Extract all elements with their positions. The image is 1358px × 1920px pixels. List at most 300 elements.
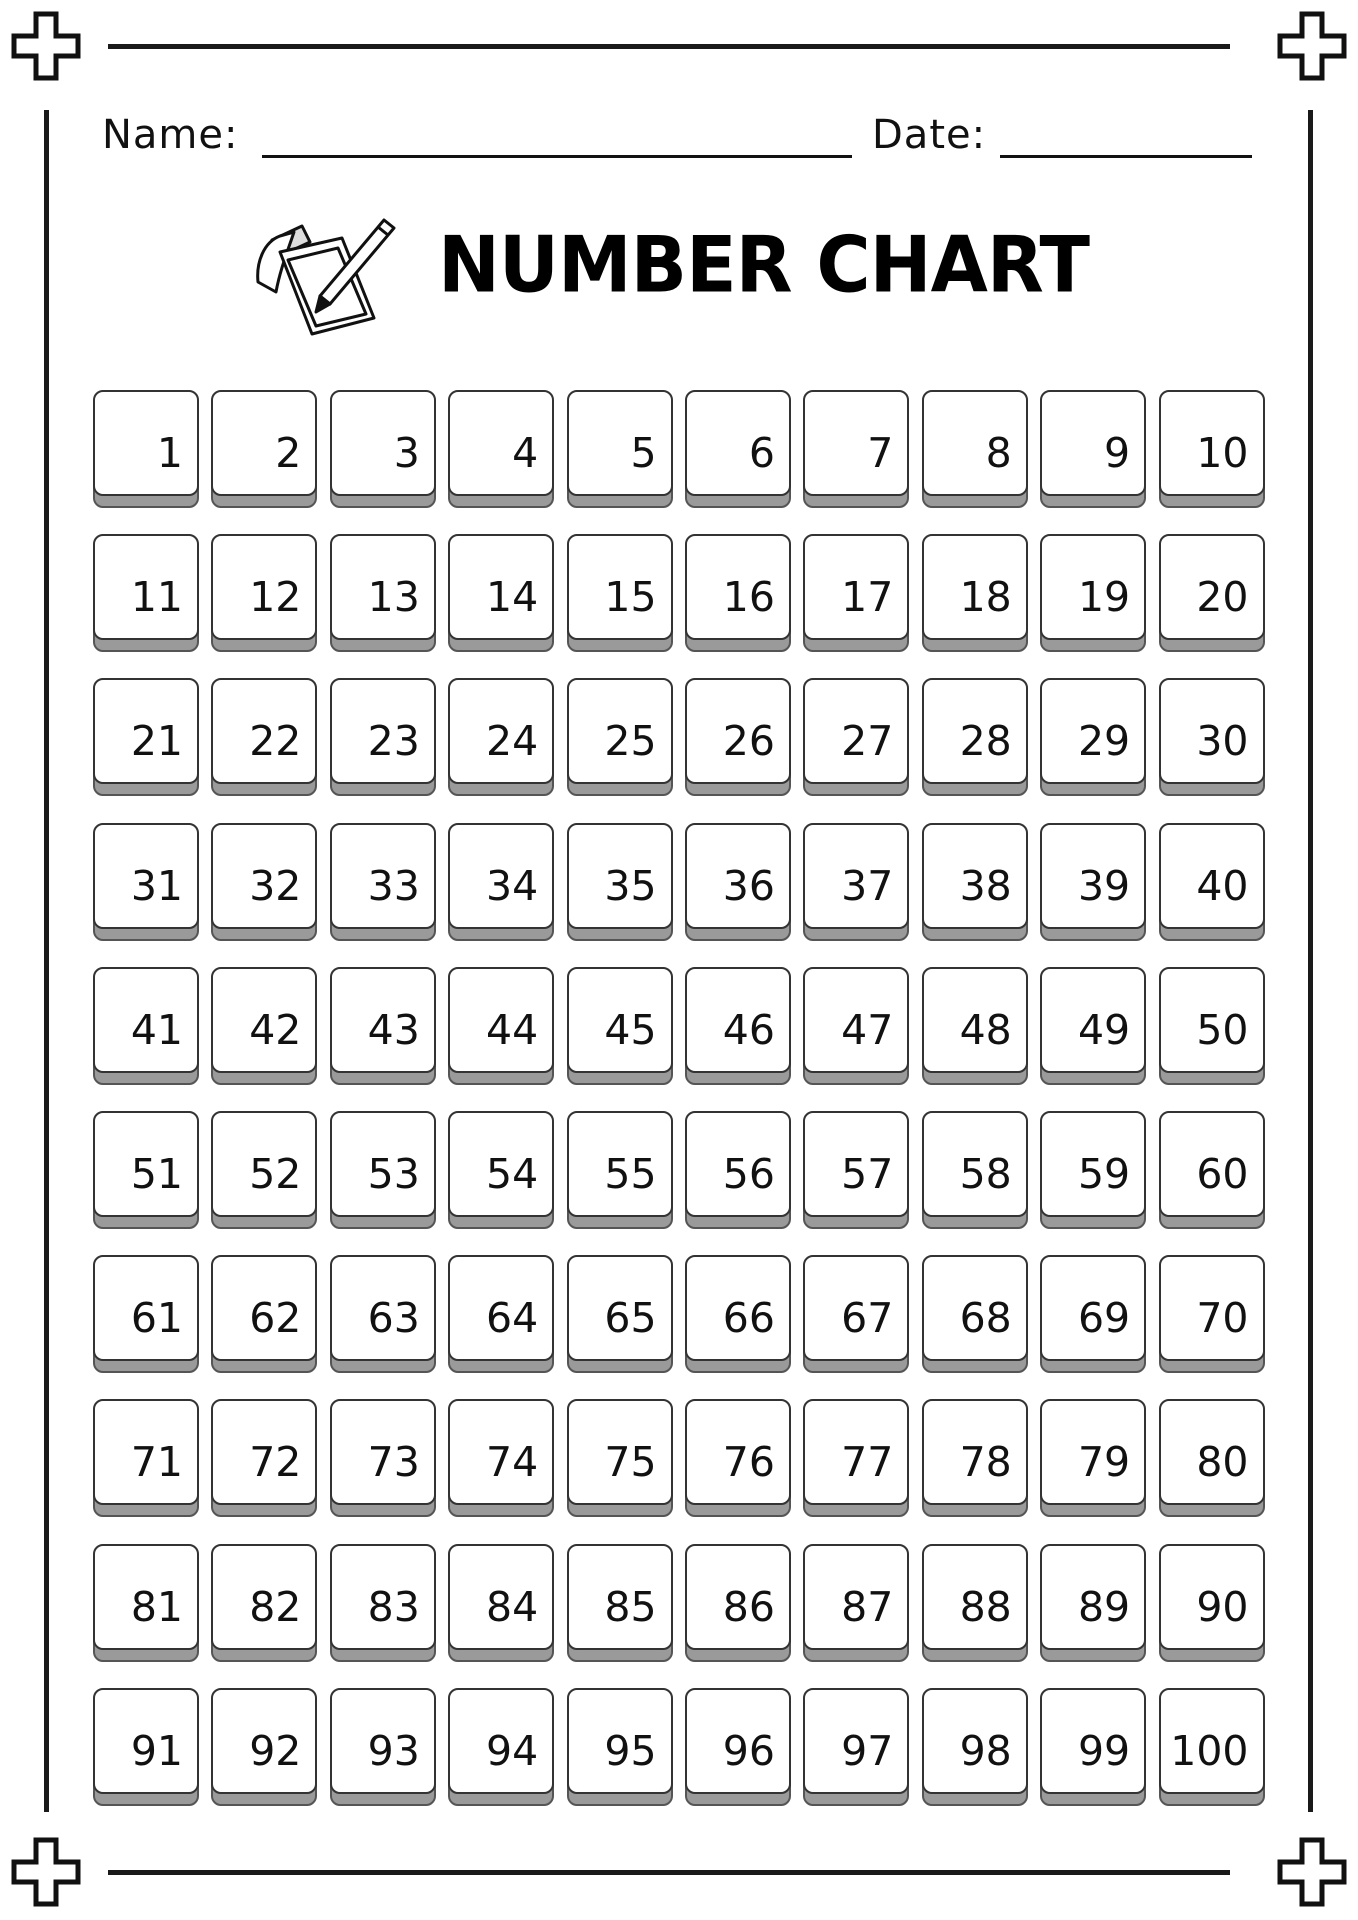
number-tile — [567, 390, 673, 508]
number-tile — [1159, 1399, 1265, 1517]
tile-face — [922, 1688, 1028, 1794]
tile-number: 71 — [130, 1438, 183, 1487]
tile-number: 82 — [249, 1582, 302, 1631]
number-tile — [93, 1688, 199, 1806]
number-tile — [1040, 1399, 1146, 1517]
tile-number: 80 — [1196, 1438, 1249, 1487]
tile-face — [567, 390, 673, 496]
tile-number: 35 — [604, 861, 657, 910]
number-tile — [567, 1399, 673, 1517]
number-tile — [1159, 534, 1265, 652]
tile-number: 11 — [130, 573, 183, 622]
tile-number: 91 — [130, 1726, 183, 1775]
tile-face — [922, 823, 1028, 929]
number-tile — [448, 1688, 554, 1806]
tile-face — [1159, 1688, 1265, 1794]
number-tile — [567, 1688, 673, 1806]
number-tile — [567, 1111, 673, 1229]
tile-face — [1159, 678, 1265, 784]
tile-face — [1159, 1255, 1265, 1361]
tile-face — [93, 1544, 199, 1650]
number-tile — [567, 534, 673, 652]
tile-number: 97 — [841, 1726, 894, 1775]
tile-face — [803, 534, 909, 640]
number-tile — [211, 390, 317, 508]
number-tile — [448, 823, 554, 941]
number-tile — [567, 967, 673, 1085]
tile-face — [1159, 1399, 1265, 1505]
tile-number: 86 — [722, 1582, 775, 1631]
tile-face — [448, 678, 554, 784]
number-tile — [803, 390, 909, 508]
tile-face — [211, 1111, 317, 1217]
number-tile — [1040, 1111, 1146, 1229]
tile-face — [1159, 823, 1265, 929]
number-grid — [93, 390, 1265, 1806]
tile-face — [803, 390, 909, 496]
tile-face — [922, 1544, 1028, 1650]
tile-number: 65 — [604, 1294, 657, 1343]
tile-number: 41 — [130, 1005, 183, 1054]
tile-face — [330, 390, 436, 496]
notepad-pencil-icon — [250, 212, 410, 342]
tile-number: 32 — [249, 861, 302, 910]
name-label: Name: — [102, 112, 239, 158]
tile-face — [685, 1255, 791, 1361]
tile-number: 44 — [486, 1005, 539, 1054]
tile-number: 88 — [959, 1582, 1012, 1631]
number-tile — [567, 678, 673, 796]
tile-face — [448, 1111, 554, 1217]
number-tile — [1040, 534, 1146, 652]
tile-face — [330, 534, 436, 640]
tile-number: 34 — [486, 861, 539, 910]
number-tile — [1159, 1111, 1265, 1229]
tile-number: 89 — [1077, 1582, 1131, 1631]
tile-number: 45 — [604, 1005, 657, 1054]
tile-number: 72 — [249, 1438, 302, 1487]
border-bottom-line — [108, 1870, 1230, 1875]
number-tile — [1159, 390, 1265, 508]
tile-face — [567, 823, 673, 929]
number-tile — [803, 1255, 909, 1373]
cross-corner-icon — [6, 1832, 86, 1912]
tile-number: 25 — [604, 717, 657, 766]
tile-number: 16 — [722, 573, 775, 622]
tile-face — [93, 1111, 199, 1217]
tile-number: 21 — [130, 717, 183, 766]
tile-number: 2 — [275, 429, 302, 477]
tile-number: 83 — [367, 1582, 420, 1631]
tile-number: 98 — [959, 1726, 1012, 1775]
tile-number: 56 — [722, 1149, 775, 1198]
tile-number: 77 — [841, 1438, 894, 1487]
tile-face — [567, 534, 673, 640]
number-tile — [1159, 678, 1265, 796]
tile-face — [567, 1688, 673, 1794]
tile-face — [567, 1544, 673, 1650]
number-tile — [1159, 1255, 1265, 1373]
tile-face — [1159, 1544, 1265, 1650]
tile-number: 38 — [959, 861, 1012, 910]
tile-face — [211, 390, 317, 496]
tile-face — [922, 678, 1028, 784]
tile-number: 1 — [156, 429, 183, 477]
tile-number: 73 — [367, 1438, 420, 1487]
tile-face — [567, 1111, 673, 1217]
tile-number: 33 — [367, 861, 420, 910]
number-tile — [330, 1544, 436, 1662]
number-tile — [93, 1111, 199, 1229]
tile-number: 100 — [1170, 1726, 1249, 1775]
name-field-line[interactable] — [262, 155, 852, 158]
tile-face — [922, 1255, 1028, 1361]
date-label: Date: — [872, 112, 987, 158]
number-tile — [211, 1399, 317, 1517]
tile-number: 20 — [1196, 573, 1249, 622]
number-tile — [448, 967, 554, 1085]
tile-number: 18 — [959, 573, 1012, 622]
tile-face — [93, 1255, 199, 1361]
number-tile — [685, 967, 791, 1085]
tile-face — [1040, 678, 1146, 784]
number-tile — [1159, 967, 1265, 1085]
number-tile — [1040, 678, 1146, 796]
number-tile — [211, 1688, 317, 1806]
number-tile — [211, 1544, 317, 1662]
tile-number: 28 — [959, 717, 1012, 766]
tile-face — [685, 1688, 791, 1794]
number-tile — [803, 823, 909, 941]
number-tile — [330, 390, 436, 508]
tile-face — [330, 1688, 436, 1794]
tile-face — [685, 823, 791, 929]
number-tile — [448, 1544, 554, 1662]
tile-face — [330, 1111, 436, 1217]
tile-number: 31 — [130, 861, 183, 910]
number-tile — [922, 1399, 1028, 1517]
tile-face — [93, 534, 199, 640]
tile-face — [93, 1688, 199, 1794]
tile-face — [803, 967, 909, 1073]
tile-number: 53 — [367, 1149, 420, 1198]
tile-number: 50 — [1196, 1005, 1249, 1054]
number-tile — [685, 534, 791, 652]
tile-face — [448, 534, 554, 640]
tile-number: 14 — [486, 573, 539, 622]
tile-face — [685, 534, 791, 640]
tile-face — [803, 1399, 909, 1505]
tile-number: 17 — [841, 573, 894, 622]
tile-number: 92 — [249, 1726, 302, 1775]
number-tile — [211, 823, 317, 941]
tile-face — [330, 1399, 436, 1505]
tile-face — [330, 1544, 436, 1650]
tile-face — [922, 534, 1028, 640]
number-tile — [448, 678, 554, 796]
tile-face — [448, 1399, 554, 1505]
tile-face — [803, 823, 909, 929]
tile-number: 42 — [249, 1005, 302, 1054]
tile-face — [1040, 1111, 1146, 1217]
number-tile — [803, 678, 909, 796]
number-tile — [448, 534, 554, 652]
tile-number: 60 — [1196, 1149, 1249, 1198]
number-tile — [330, 1688, 436, 1806]
tile-face — [330, 967, 436, 1073]
tile-number: 46 — [722, 1005, 775, 1054]
tile-number: 66 — [722, 1294, 775, 1343]
tile-number: 7 — [867, 429, 894, 477]
tile-number: 22 — [249, 717, 302, 766]
number-tile — [685, 1255, 791, 1373]
tile-number: 68 — [959, 1294, 1012, 1343]
tile-face — [1040, 390, 1146, 496]
tile-number: 78 — [959, 1438, 1012, 1487]
tile-face — [567, 678, 673, 784]
date-field-line[interactable] — [1000, 155, 1252, 158]
number-tile — [211, 1111, 317, 1229]
tile-face — [922, 1399, 1028, 1505]
number-tile — [330, 1111, 436, 1229]
tile-face — [567, 967, 673, 1073]
tile-number: 15 — [604, 573, 657, 622]
tile-number: 27 — [841, 717, 894, 766]
tile-number: 55 — [604, 1149, 657, 1198]
number-tile — [567, 823, 673, 941]
tile-face — [685, 1111, 791, 1217]
tile-face — [803, 1688, 909, 1794]
tile-number: 48 — [959, 1005, 1012, 1054]
number-tile — [803, 967, 909, 1085]
tile-number: 62 — [249, 1294, 302, 1343]
tile-number: 94 — [486, 1726, 539, 1775]
number-tile — [1040, 1255, 1146, 1373]
tile-face — [1040, 823, 1146, 929]
number-tile — [330, 534, 436, 652]
tile-number: 93 — [367, 1726, 420, 1775]
tile-number: 70 — [1196, 1294, 1249, 1343]
tile-face — [211, 678, 317, 784]
tile-number: 24 — [486, 717, 539, 766]
number-tile — [685, 1111, 791, 1229]
tile-number: 5 — [630, 429, 657, 477]
tile-number: 64 — [486, 1294, 539, 1343]
number-tile — [1040, 823, 1146, 941]
tile-number: 67 — [841, 1294, 894, 1343]
tile-number: 13 — [367, 573, 420, 622]
tile-face — [211, 1399, 317, 1505]
tile-number: 57 — [841, 1149, 894, 1198]
tile-number: 29 — [1077, 717, 1131, 766]
number-tile — [93, 1255, 199, 1373]
number-tile — [922, 967, 1028, 1085]
tile-number: 39 — [1077, 861, 1131, 910]
tile-number: 54 — [486, 1149, 539, 1198]
tile-number: 85 — [604, 1582, 657, 1631]
tile-face — [330, 823, 436, 929]
tile-number: 8 — [985, 429, 1012, 477]
tile-number: 3 — [393, 429, 420, 477]
tile-face — [211, 534, 317, 640]
tile-number: 12 — [249, 573, 302, 622]
number-tile — [1040, 967, 1146, 1085]
number-tile — [448, 1255, 554, 1373]
tile-number: 81 — [130, 1582, 183, 1631]
tile-number: 69 — [1077, 1294, 1131, 1343]
number-tile — [93, 967, 199, 1085]
tile-face — [685, 678, 791, 784]
number-tile — [685, 1688, 791, 1806]
number-tile — [93, 1544, 199, 1662]
tile-number: 19 — [1077, 573, 1131, 622]
tile-face — [803, 1255, 909, 1361]
tile-face — [922, 1111, 1028, 1217]
number-tile — [803, 534, 909, 652]
tile-face — [93, 390, 199, 496]
number-tile — [93, 1399, 199, 1517]
tile-number: 49 — [1077, 1005, 1131, 1054]
tile-face — [448, 390, 554, 496]
number-tile — [922, 1255, 1028, 1373]
number-tile — [211, 967, 317, 1085]
number-tile — [1040, 1544, 1146, 1662]
border-right-line — [1308, 110, 1313, 1812]
number-tile — [330, 823, 436, 941]
tile-face — [1040, 1688, 1146, 1794]
tile-face — [803, 1111, 909, 1217]
border-top-line — [108, 44, 1230, 49]
number-tile — [93, 390, 199, 508]
number-tile — [685, 1399, 791, 1517]
tile-number: 76 — [722, 1438, 775, 1487]
number-tile — [330, 1399, 436, 1517]
tile-number: 74 — [486, 1438, 539, 1487]
tile-face — [211, 1544, 317, 1650]
tile-number: 96 — [722, 1726, 775, 1775]
tile-number: 23 — [367, 717, 420, 766]
number-tile — [922, 1688, 1028, 1806]
tile-face — [685, 1544, 791, 1650]
tile-face — [1040, 1399, 1146, 1505]
tile-face — [1040, 967, 1146, 1073]
number-tile — [685, 390, 791, 508]
tile-face — [1040, 534, 1146, 640]
number-tile — [1159, 1544, 1265, 1662]
tile-face — [93, 1399, 199, 1505]
number-tile — [922, 678, 1028, 796]
cross-corner-icon — [1272, 6, 1352, 86]
tile-face — [448, 1255, 554, 1361]
tile-face — [1159, 534, 1265, 640]
tile-face — [448, 823, 554, 929]
tile-number: 43 — [367, 1005, 420, 1054]
number-tile — [448, 1399, 554, 1517]
tile-face — [448, 967, 554, 1073]
tile-number: 84 — [486, 1582, 539, 1631]
tile-number: 40 — [1196, 861, 1249, 910]
tile-face — [330, 678, 436, 784]
tile-number: 4 — [512, 429, 539, 477]
tile-number: 10 — [1196, 429, 1249, 477]
number-tile — [93, 678, 199, 796]
tile-number: 37 — [841, 861, 894, 910]
tile-number: 75 — [604, 1438, 657, 1487]
number-tile — [922, 1111, 1028, 1229]
tile-face — [1040, 1255, 1146, 1361]
tile-face — [1159, 390, 1265, 496]
tile-face — [93, 678, 199, 784]
tile-face — [1159, 1111, 1265, 1217]
tile-number: 47 — [841, 1005, 894, 1054]
tile-number: 30 — [1196, 717, 1249, 766]
number-tile — [685, 678, 791, 796]
number-tile — [93, 534, 199, 652]
number-tile — [803, 1688, 909, 1806]
tile-face — [1159, 967, 1265, 1073]
tile-face — [330, 1255, 436, 1361]
number-tile — [567, 1255, 673, 1373]
cross-corner-icon — [6, 6, 86, 86]
number-tile — [922, 823, 1028, 941]
border-left-line — [44, 110, 49, 1812]
tile-face — [567, 1399, 673, 1505]
tile-face — [803, 1544, 909, 1650]
tile-number: 59 — [1077, 1149, 1131, 1198]
tile-face — [448, 1544, 554, 1650]
tile-face — [922, 967, 1028, 1073]
number-tile — [330, 967, 436, 1085]
number-tile — [685, 823, 791, 941]
number-tile — [803, 1111, 909, 1229]
tile-number: 61 — [130, 1294, 183, 1343]
number-tile — [1159, 1688, 1265, 1806]
number-tile — [211, 534, 317, 652]
number-tile — [448, 390, 554, 508]
tile-number: 58 — [959, 1149, 1012, 1198]
tile-number: 95 — [604, 1726, 657, 1775]
tile-face — [211, 1255, 317, 1361]
number-tile — [93, 823, 199, 941]
tile-face — [922, 390, 1028, 496]
tile-face — [685, 390, 791, 496]
number-tile — [211, 1255, 317, 1373]
number-tile — [211, 678, 317, 796]
tile-number: 90 — [1196, 1582, 1249, 1631]
number-tile — [685, 1544, 791, 1662]
number-tile — [803, 1544, 909, 1662]
tile-number: 6 — [748, 429, 775, 477]
tile-face — [803, 678, 909, 784]
number-tile — [922, 1544, 1028, 1662]
number-tile — [922, 534, 1028, 652]
number-tile — [448, 1111, 554, 1229]
tile-face — [211, 1688, 317, 1794]
number-tile — [330, 1255, 436, 1373]
number-tile — [330, 678, 436, 796]
tile-face — [567, 1255, 673, 1361]
number-tile — [803, 1399, 909, 1517]
number-tile — [567, 1544, 673, 1662]
tile-number: 26 — [722, 717, 775, 766]
tile-face — [685, 1399, 791, 1505]
tile-face — [211, 967, 317, 1073]
tile-face — [1040, 1544, 1146, 1650]
tile-number: 63 — [367, 1294, 420, 1343]
tile-number: 36 — [722, 861, 775, 910]
tile-face — [685, 967, 791, 1073]
tile-number: 51 — [130, 1149, 183, 1198]
